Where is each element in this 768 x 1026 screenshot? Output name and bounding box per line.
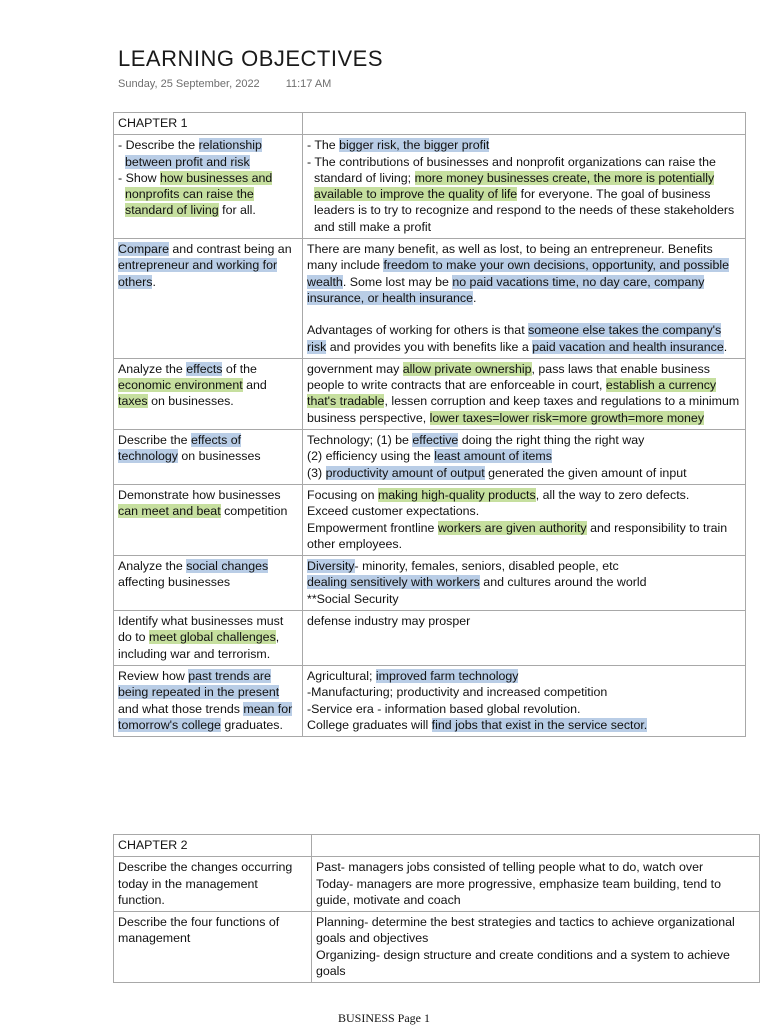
highlighted-text: more money businesses create, the more is potentially available to improve the quality of life [314,170,715,202]
answer-cell [303,430,746,485]
cell-text: Exceed customer expectations. [307,504,480,519]
highlighted-text: Compare [118,242,169,257]
cell-text: and responsibility to train other employees. [307,520,728,551]
cell-paragraph [307,487,741,503]
cell-paragraph [118,487,298,520]
answer-cell [303,556,746,611]
cell-text: Advantages of working for others is that [307,323,529,338]
answer-cell [312,912,760,983]
cell-paragraph [307,241,741,306]
table-row [114,358,746,429]
highlighted-text: meet global challenges [149,630,276,645]
cell-paragraph [316,876,755,909]
cell-text: There are many benefit, as well as lost, to being an entrepreneur. Benefits many include [307,242,713,273]
cell-paragraph [316,914,755,947]
highlighted-text: mean for tomorrow's college [118,701,293,732]
table-row [114,239,746,359]
highlighted-text: improved farm technology [375,668,519,683]
highlighted-text: economic environment [118,378,243,393]
cell-text: . [152,274,156,289]
cell-text: . Some lost may be [342,274,453,289]
cell-paragraph [307,361,741,426]
page-timestamp [118,78,331,90]
chapter2-table [113,834,760,983]
chapter-header-cell: CHAPTER 1 [114,113,303,135]
highlighted-text: paid vacation and health insurance [532,339,724,354]
table-row [114,556,746,611]
objective-cell [114,611,303,666]
cell-text: - Describe the [118,138,199,153]
cell-paragraph [307,137,741,153]
highlighted-text: can meet and beat [118,504,221,519]
cell-text: . [473,290,477,305]
objective-cell [114,358,303,429]
cell-text: for all. [218,203,256,218]
cell-text: , including war and terrorism. [118,630,280,661]
cell-text: affecting businesses [118,575,231,590]
answer-cell [303,611,746,666]
highlighted-text: effects of technology [118,433,242,464]
highlighted-text: entrepreneur and working for others [118,258,278,289]
highlighted-text: social changes [186,559,269,574]
page-time: 11:17 AM [285,78,332,90]
cell-text: - The contributions of businesses and nonprofit organizations can raise the standard of living; [307,154,716,185]
cell-text: **Social Security [307,591,399,606]
answer-cell [303,358,746,429]
cell-paragraph [307,558,741,574]
cell-text: Today- managers are more progressive, emphasize team building, tend to guide, motivate and coach [316,876,721,907]
cell-text: and provides you with benefits like a [326,339,533,354]
highlighted-text: how businesses and nonprofits can raise the standard of living [125,170,273,218]
cell-text: and [242,378,267,393]
highlighted-text: no paid vacations time, no day care, company insurance, or health insurance [307,274,705,305]
table-header-row [114,113,746,135]
table-header-row [114,835,760,857]
objective-cell [114,556,303,611]
cell-text: Agricultural; [307,668,376,683]
table-row [114,665,746,736]
objective-cell [114,484,303,555]
cell-text: of the [222,361,257,376]
table-row [114,484,746,555]
table-row [114,611,746,666]
cell-text: , pass laws that enable business people to write contracts that are enforceable in court, [307,361,710,393]
page-date: Sunday, 25 September, 2022 [118,78,260,90]
cell-paragraph [307,306,741,322]
cell-paragraph [307,503,741,519]
cell-paragraph [307,520,741,553]
table-row [114,430,746,485]
highlighted-text: relationship between profit and risk [125,138,262,169]
cell-text: - minority, females, seniors, disabled people, etc [354,559,619,574]
cell-text: . [723,339,728,354]
highlighted-text: productivity amount of output [325,465,485,480]
highlighted-text: freedom to make your own decisions, opportunity, and possible wealth [307,258,729,289]
cell-text: Empowerment frontline [307,520,438,535]
page-title: LEARNING OBJECTIVES [118,46,384,71]
cell-text: and what those trends [118,701,244,716]
cell-text: generated the given amount of input [484,465,687,480]
objective-cell [114,135,303,239]
cell-text: and cultures around the world [479,575,647,590]
cell-paragraph [307,465,741,481]
cell-paragraph [118,914,307,947]
highlighted-text: workers are given authority [437,520,587,535]
cell-paragraph [307,613,741,629]
cell-text: Organizing- design structure and create conditions and a system to achieve goals [316,947,730,979]
cell-text: on businesses. [147,394,234,409]
objective-cell [114,857,312,912]
highlighted-text: dealing sensitively with workers [307,575,480,590]
highlighted-text: past trends are being repeated in the present [118,668,280,700]
cell-text: Analyze the [118,361,187,376]
highlighted-text: establish a currency that's tradable [307,378,717,409]
highlighted-text: effective [412,433,459,448]
cell-text: , all the way to zero defects. [535,487,690,502]
cell-text: -Manufacturing; productivity and increased competition [307,685,608,700]
chapter1-table [113,112,746,737]
cell-text: Technology; (1) be [307,433,413,448]
cell-text: Describe the changes occurring today in the management function. [118,860,293,907]
cell-text: Focusing on [307,487,378,502]
cell-text: Describe the [118,433,192,448]
cell-paragraph [307,322,741,355]
cell-text: (2) efficiency using the [307,449,435,464]
cell-paragraph [316,859,755,875]
cell-text: competition [220,504,288,519]
cell-text: Demonstrate how businesses [118,487,281,502]
highlighted-text: taxes [118,394,148,409]
highlighted-text: allow private ownership [402,361,532,376]
cell-paragraph [118,137,298,170]
cell-paragraph [307,432,741,448]
cell-text: Describe the four functions of management [118,915,280,946]
cell-paragraph [316,947,755,980]
cell-paragraph [118,241,298,290]
objective-cell [114,912,312,983]
table-row [114,912,760,983]
cell-text: doing the right thing the right way [458,433,645,448]
cell-paragraph [307,591,741,607]
cell-paragraph [307,717,741,733]
answer-cell [312,857,760,912]
cell-text: - Show [118,170,161,185]
highlighted-text: least amount of items [434,449,552,464]
highlighted-text: someone else takes the company's risk [307,323,722,354]
cell-text: Identify what businesses must do to [118,614,284,645]
table-row [114,135,746,239]
answer-cell [303,665,746,736]
cell-text: , lessen corruption and keep taxes and regulations to a minimum business perspective, [307,394,740,425]
cell-text: for everyone. The goal of business leaders is to try to recognize and respond to the needs of these stakeholders and still make a profit [314,187,735,234]
cell-paragraph [118,432,298,465]
cell-paragraph [118,859,307,908]
chapter-header-blank-cell [303,113,746,135]
highlighted-text: find jobs that exist in the service sector. [431,717,648,732]
cell-text: -Service era - information based global revolution. [307,701,581,716]
cell-text: and contrast being an [168,242,292,257]
cell-paragraph [307,154,741,235]
cell-paragraph [307,684,741,700]
cell-text: defense industry may prosper [307,614,471,629]
objective-cell [114,239,303,359]
cell-paragraph [118,613,298,662]
answer-cell [303,239,746,359]
page-footer: BUSINESS Page 1 [337,1011,430,1025]
answer-cell [303,135,746,239]
cell-text: Past- managers jobs consisted of telling people what to do, watch over [316,860,704,875]
highlighted-text: effects [186,361,223,376]
objective-cell [114,665,303,736]
cell-text: (3) [307,465,326,480]
highlighted-text: making high-quality products [377,487,536,502]
cell-paragraph [307,701,741,717]
cell-text: government may [307,361,403,376]
cell-paragraph [118,558,298,591]
chapter-header-blank-cell [312,835,760,857]
chapter-header-cell: CHAPTER 2 [114,835,312,857]
cell-paragraph [118,668,298,733]
answer-cell [303,484,746,555]
highlighted-text: lower taxes=lower risk=more growth=more money [429,410,705,425]
cell-text: graduates. [220,717,283,732]
highlighted-text: Diversity [307,559,355,574]
cell-text: Analyze the [118,559,187,574]
cell-text: College graduates will [307,717,432,732]
cell-paragraph [307,448,741,464]
cell-text: on businesses [177,449,261,464]
objective-cell [114,430,303,485]
table-row [114,857,760,912]
highlighted-text: bigger risk, the bigger profit [339,138,490,153]
cell-paragraph [307,574,741,590]
cell-paragraph [307,668,741,684]
cell-text: Review how [118,668,189,683]
cell-paragraph [118,361,298,410]
cell-text: - The [307,138,340,153]
cell-paragraph [118,170,298,219]
cell-text: Planning- determine the best strategies and tactics to achieve organizational goals and objectives [316,915,735,946]
